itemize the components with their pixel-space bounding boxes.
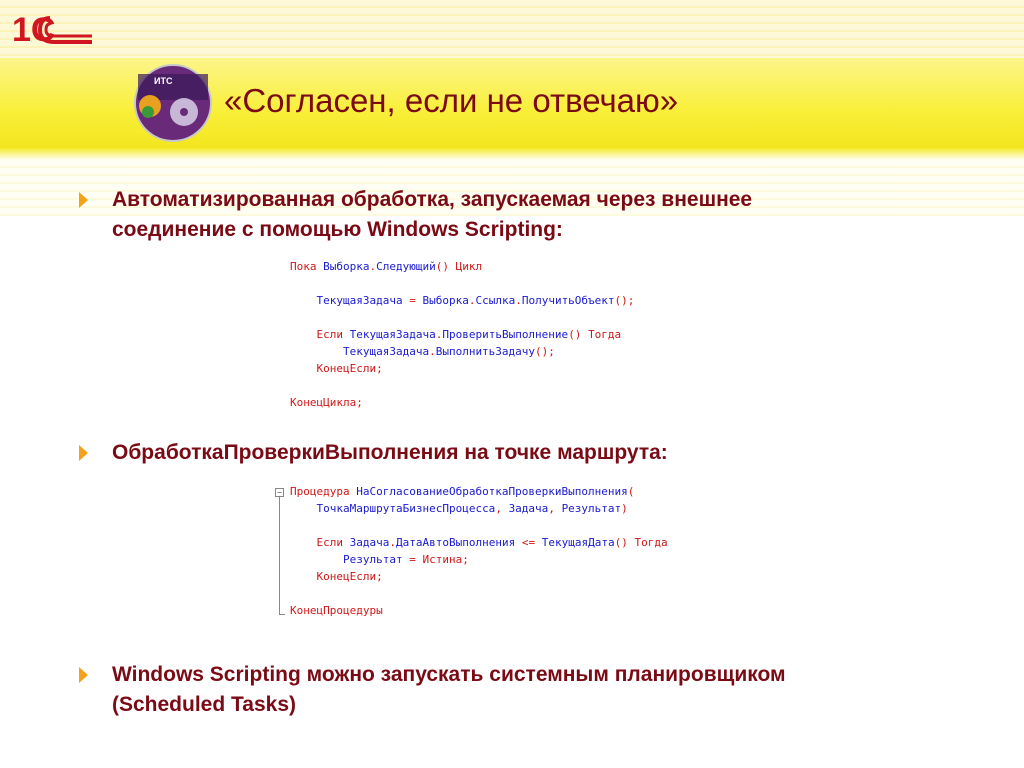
code-token: (: [627, 485, 635, 498]
1c-logo: [10, 10, 94, 50]
code-token: ТекущаяЗадача: [349, 328, 436, 341]
code-token: ТекущаяДата: [541, 536, 615, 549]
code-token: ,: [495, 502, 502, 515]
code-block-procedure: [290, 483, 668, 619]
code-token: НаСогласованиеОбработкаПроверкиВыполнения: [356, 485, 628, 498]
bullet-marker-1: [79, 192, 88, 208]
logo-text: 1С: [12, 11, 56, 49]
code-token: ,: [548, 502, 555, 515]
code-token: ВыполнитьЗадачу: [435, 345, 536, 358]
bullet-2-line1: ОбработкаПроверкиВыполнения на точке маршрута:: [112, 441, 668, 464]
code-token: Если: [316, 536, 343, 549]
code-token: .: [468, 294, 476, 307]
bullet-text-3: [112, 660, 992, 720]
code-token: .: [429, 345, 436, 358]
bullet-marker-2: [79, 445, 88, 461]
code-token: КонецЦикла: [290, 396, 357, 409]
bullet-3-line1: Windows Scripting можно запускать системным планировщиком: [112, 663, 786, 686]
bullet-3-line2: (Scheduled Tasks): [112, 693, 296, 716]
code-token: ПроверитьВыполнение: [442, 328, 569, 341]
code-token: (): [435, 260, 449, 273]
code-token: ТочкаМаршрутаБизнесПроцесса: [316, 502, 496, 515]
fold-end-marker: [279, 614, 285, 615]
code-token: .: [435, 328, 443, 341]
code-token: Выборка: [323, 260, 370, 273]
code-token: .: [369, 260, 377, 273]
code-token: Пока: [290, 260, 317, 273]
code-token: ;: [462, 553, 469, 566]
code-token: Цикл: [455, 260, 483, 273]
code-token: =: [409, 294, 416, 307]
code-token: ТекущаяЗадача: [342, 345, 430, 358]
code-token: ;: [356, 396, 363, 409]
code-token: Тогда: [588, 328, 622, 341]
code-token: КонецЕсли: [316, 570, 377, 583]
disc-label: ИТС: [154, 76, 173, 86]
its-disc-icon: [132, 64, 214, 142]
bullet-text-2: [112, 438, 992, 468]
code-token: <=: [521, 536, 536, 549]
code-token: ПолучитьОбъект: [521, 294, 615, 307]
code-token: ;: [376, 362, 383, 375]
code-token: .: [389, 536, 396, 549]
code-token: ): [621, 502, 628, 515]
fold-toggle-icon[interactable]: −: [275, 488, 284, 497]
code-token: Если: [316, 328, 343, 341]
code-token: КонецПроцедуры: [290, 604, 383, 617]
code-token: КонецЕсли: [316, 362, 377, 375]
bullet-1-line2: соединение с помощью Windows Scripting:: [112, 218, 563, 241]
code-token: Задача: [508, 502, 549, 515]
title-bar-shadow: [0, 148, 1024, 160]
bullet-text-1: [112, 185, 992, 245]
fold-guide-line: [279, 497, 280, 614]
code-token: Процедура: [290, 485, 350, 498]
code-token: Ссылка: [475, 294, 516, 307]
code-token: (): [614, 536, 628, 549]
code-token: Результат: [561, 502, 622, 515]
bullet-1-line1: Автоматизированная обработка, запускаемая через внешнее: [112, 188, 753, 211]
code-token: ДатаАвтоВыполнения: [396, 536, 516, 549]
code-token: Истина: [422, 553, 463, 566]
code-token: =: [409, 553, 416, 566]
bullet-marker-3: [79, 667, 88, 683]
code-token: ();: [614, 294, 635, 307]
code-token: ();: [535, 345, 555, 358]
header-stripe-band: [0, 0, 1024, 58]
code-token: .: [515, 294, 522, 307]
code-token: (): [568, 328, 582, 341]
code-token: Результат: [342, 553, 403, 566]
code-token: Тогда: [634, 536, 668, 549]
code-token: ;: [376, 570, 383, 583]
code-token: Задача: [349, 536, 390, 549]
code-token: ТекущаяЗадача: [316, 294, 403, 307]
code-block-loop: [290, 258, 634, 411]
code-token: Выборка: [422, 294, 469, 307]
page-title: «Согласен, если не отвечаю»: [224, 82, 679, 119]
code-token: Следующий: [376, 260, 436, 273]
